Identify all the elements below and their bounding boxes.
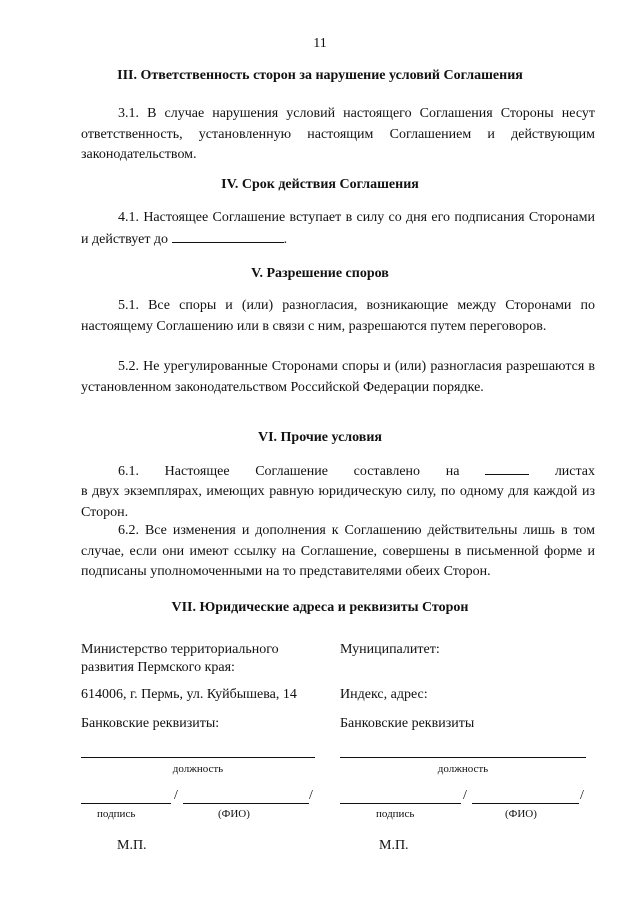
paragraph-text: 5.1. Все споры и (или) разногласия, возникающие между Сторонами по настоящему Соглашению или в связи с ним, разрешаются путем переговоров. xyxy=(81,298,595,334)
right-signature-label: подпись xyxy=(376,808,415,820)
left-party-org: Министерство территориального развития Пермского края: xyxy=(81,642,279,675)
paragraph-text: 6.1. Настоящее Соглашение составлено на xyxy=(118,464,460,479)
left-name-label: (ФИО) xyxy=(218,808,250,820)
sheets-blank-line xyxy=(485,461,529,475)
left-separator-slash-end: / xyxy=(309,788,313,803)
right-position-label: должность xyxy=(437,763,489,775)
section-5-paragraph-1 xyxy=(81,296,595,337)
section-6-paragraph-1-line-1 xyxy=(81,461,595,483)
paragraph-text: 4.1. Настоящее Соглашение вступает в силу со дня его подписания Сторонами и действует до xyxy=(81,210,595,247)
section-6-paragraph-1-rest: в двух экземплярах, имеющих равную юридическую силу, по одному для каждой из Сторон. xyxy=(81,484,595,520)
right-name-line xyxy=(472,803,579,804)
left-signature-label: подпись xyxy=(97,808,136,820)
paragraph-end: . xyxy=(283,231,288,247)
left-party-bank: Банковские реквизиты: xyxy=(81,716,220,731)
section-5-paragraph-2 xyxy=(81,357,595,398)
right-separator-slash-end: / xyxy=(580,788,584,803)
left-separator-slash: / xyxy=(174,788,178,803)
paragraph-text: 6.2. Все изменения и дополнения к Соглашению действительны лишь в том случае, если они имеют ссылку на Соглашение, совершены в письменной форме и подписаны уполномоченными на то представителями обеих Сторон. xyxy=(81,523,595,579)
paragraph-text-sheets: листах xyxy=(554,464,596,479)
right-separator-slash: / xyxy=(463,788,467,803)
section-6-paragraph-2 xyxy=(81,521,595,583)
right-stamp-place: М.П. xyxy=(379,838,409,853)
right-party-org: Муниципалитет: xyxy=(340,642,440,657)
left-signature-line xyxy=(81,803,171,804)
section-3-title: III. Ответственность сторон за нарушение условий Соглашения xyxy=(117,68,523,83)
left-position-line xyxy=(81,757,315,758)
right-position-line xyxy=(340,757,586,758)
page-number: 11 xyxy=(313,36,327,51)
right-name-label: (ФИО) xyxy=(505,808,537,820)
section-7-title: VII. Юридические адреса и реквизиты Сторон xyxy=(171,600,469,615)
section-6-title: VI. Прочие условия xyxy=(257,430,383,445)
section-4-title: IV. Срок действия Соглашения xyxy=(221,177,419,192)
paragraph-text: 5.2. Не урегулированные Сторонами споры и (или) разногласия разрешаются в установленном законодательством Российской Федерации порядке. xyxy=(81,359,595,395)
left-name-line xyxy=(183,803,309,804)
section-4-paragraph-1 xyxy=(81,208,595,250)
right-party-bank: Банковские реквизиты xyxy=(340,716,475,731)
left-position-label: должность xyxy=(172,763,224,775)
paragraph-text: 3.1. В случае нарушения условий настоящего Соглашения Стороны несут ответственность, установленную настоящим Соглашением и действующим законодательством. xyxy=(81,106,595,162)
right-party-address: Индекс, адрес: xyxy=(340,687,428,702)
section-3-paragraph-1 xyxy=(81,104,595,166)
left-party-address: 614006, г. Пермь, ул. Куйбышева, 14 xyxy=(81,687,297,702)
date-blank-line xyxy=(172,229,284,243)
section-5-title: V. Разрешение споров xyxy=(251,266,389,281)
left-stamp-place: М.П. xyxy=(117,838,147,853)
right-signature-line xyxy=(340,803,461,804)
